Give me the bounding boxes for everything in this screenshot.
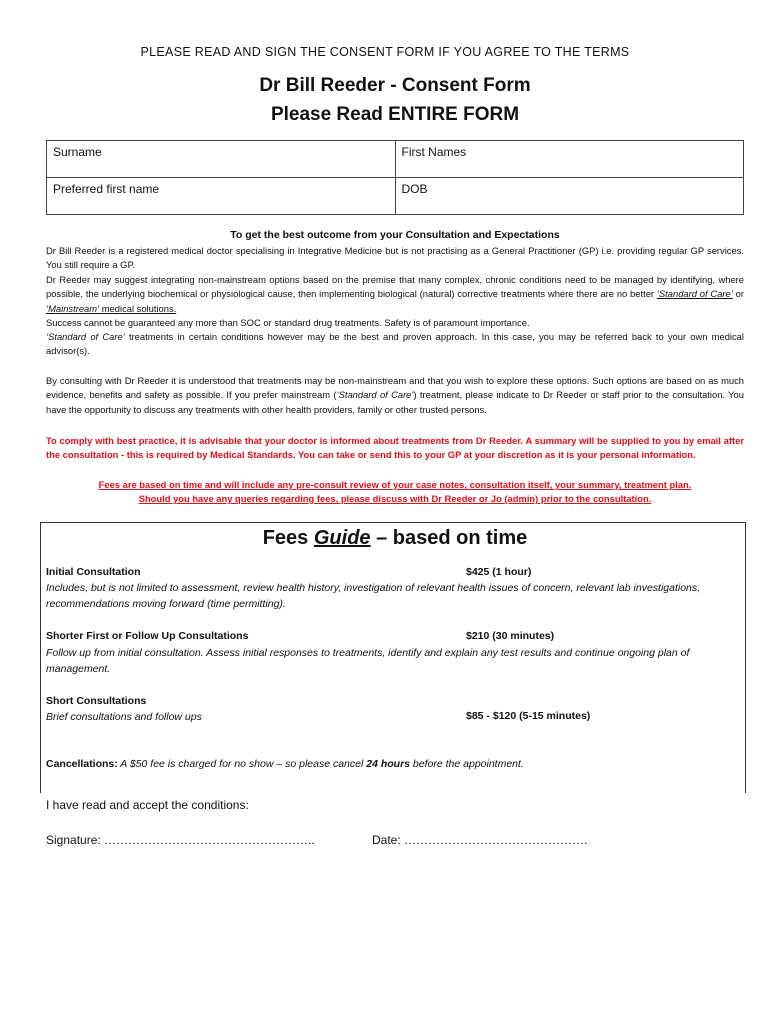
fees-guide-title: Fees Guide – based on time	[262, 527, 528, 549]
preferred-name-field[interactable]	[47, 178, 396, 215]
surname-field[interactable]	[47, 141, 396, 178]
fee-item-desc: Follow up from initial consultation. Assess initial responses to treatments, identify and explain any test results and continue ongoing plan of management.	[46, 647, 690, 675]
surname-label: Surname	[53, 145, 102, 159]
fee-item-desc: Includes, but is not limited to assessment, review health history, investigation of relevant health issues of concern, relevant lab investigations, recommendations moving forward (time permitting).	[46, 582, 701, 610]
dob-field[interactable]	[395, 178, 744, 215]
fee-item-desc: Brief consultations and follow ups	[46, 711, 202, 723]
fee-item-name: Short Consultations	[46, 695, 147, 707]
date-field[interactable]: Date: ……………………………………….	[372, 833, 588, 847]
fees-notice: Fees are based on time and will include any pre-consult review of your case notes, consultation itself, your summary, treatment plan.	[98, 479, 692, 490]
fee-item-name: Initial Consultation	[46, 566, 141, 578]
first-names-label: First Names	[401, 145, 467, 159]
intro-paragraph-5: By consulting with Dr Reeder it is understood that treatments may be non-mainstream and that you wish to explore these options. Such options are based on as much evidence, benefits and safety as possible. If you prefer mainstream (‘Standard of Care’) treatment, please indicate to Dr Reeder or staff prior to the consultation. You have the opportunity to discuss any treatments with other health providers, family or other trusted persons.	[46, 375, 744, 415]
intro-paragraph-3: Success cannot be guaranteed any more than SOC or standard drug treatments. Safety is of paramount importance.	[46, 317, 530, 328]
consent-notice: PLEASE READ AND SIGN THE CONSENT FORM IF YOU AGREE TO THE TERMS	[140, 45, 630, 59]
fee-item-name: Shorter First or Follow Up Consultations	[46, 630, 249, 642]
expectations-heading: To get the best outcome from your Consultation and Expectations	[230, 229, 560, 241]
gp-notice: To comply with best practice, it is advisable that your doctor is informed about treatments from Dr Reeder. A summary will be supplied to you by email after the consultation - this is required by Medical Standards. You can take or send this to your GP at your discretion as it is your personal information.	[46, 435, 744, 461]
signature-field[interactable]: Signature: ……………………………………………..	[46, 833, 315, 847]
intro-paragraph-1: Dr Bill Reeder is a registered medical doctor specialising in Integrative Medicine but is not practising as a General Practitioner (GP) i.e. providing regular GP services. You still require a GP.	[46, 245, 744, 271]
cancellation-policy: Cancellations: A $50 fee is charged for no show – so please cancel 24 hours before the appointment.	[46, 758, 524, 770]
fee-item-price: $85 - $120 (5-15 minutes)	[466, 710, 591, 722]
dob-label: DOB	[401, 182, 428, 196]
patient-info-table	[46, 140, 744, 215]
intro-paragraph-4: ‘Standard of Care’ treatments in certain conditions however may be the best and proven approach. In this case, you may be referred back to your own medical advisor(s).	[46, 331, 744, 357]
intro-paragraph-2: Dr Reeder may suggest integrating non-mainstream options based on the premise that many complex, chronic conditions need to be managed by identifying, where possible, the underlying biochemical or physiological cause, then implementing biological (natural) corrective treatments where there are no better ‘Standard of Care’ or ‘Mainstream’ medical solutions.	[46, 274, 744, 314]
fee-item-price: $425 (1 hour)	[466, 566, 532, 578]
fees-queries-notice: Should you have any queries regarding fees, please discuss with Dr Reeder or Jo (admin) prior to the consultation.	[138, 493, 652, 504]
first-names-field[interactable]	[395, 141, 744, 178]
fee-item-price: $210 (30 minutes)	[466, 630, 555, 642]
accept-statement: I have read and accept the conditions:	[46, 798, 249, 812]
form-subtitle: Please Read ENTIRE FORM	[270, 104, 520, 125]
form-title: Dr Bill Reeder - Consent Form	[259, 75, 531, 96]
preferred-name-label: Preferred first name	[53, 182, 160, 196]
